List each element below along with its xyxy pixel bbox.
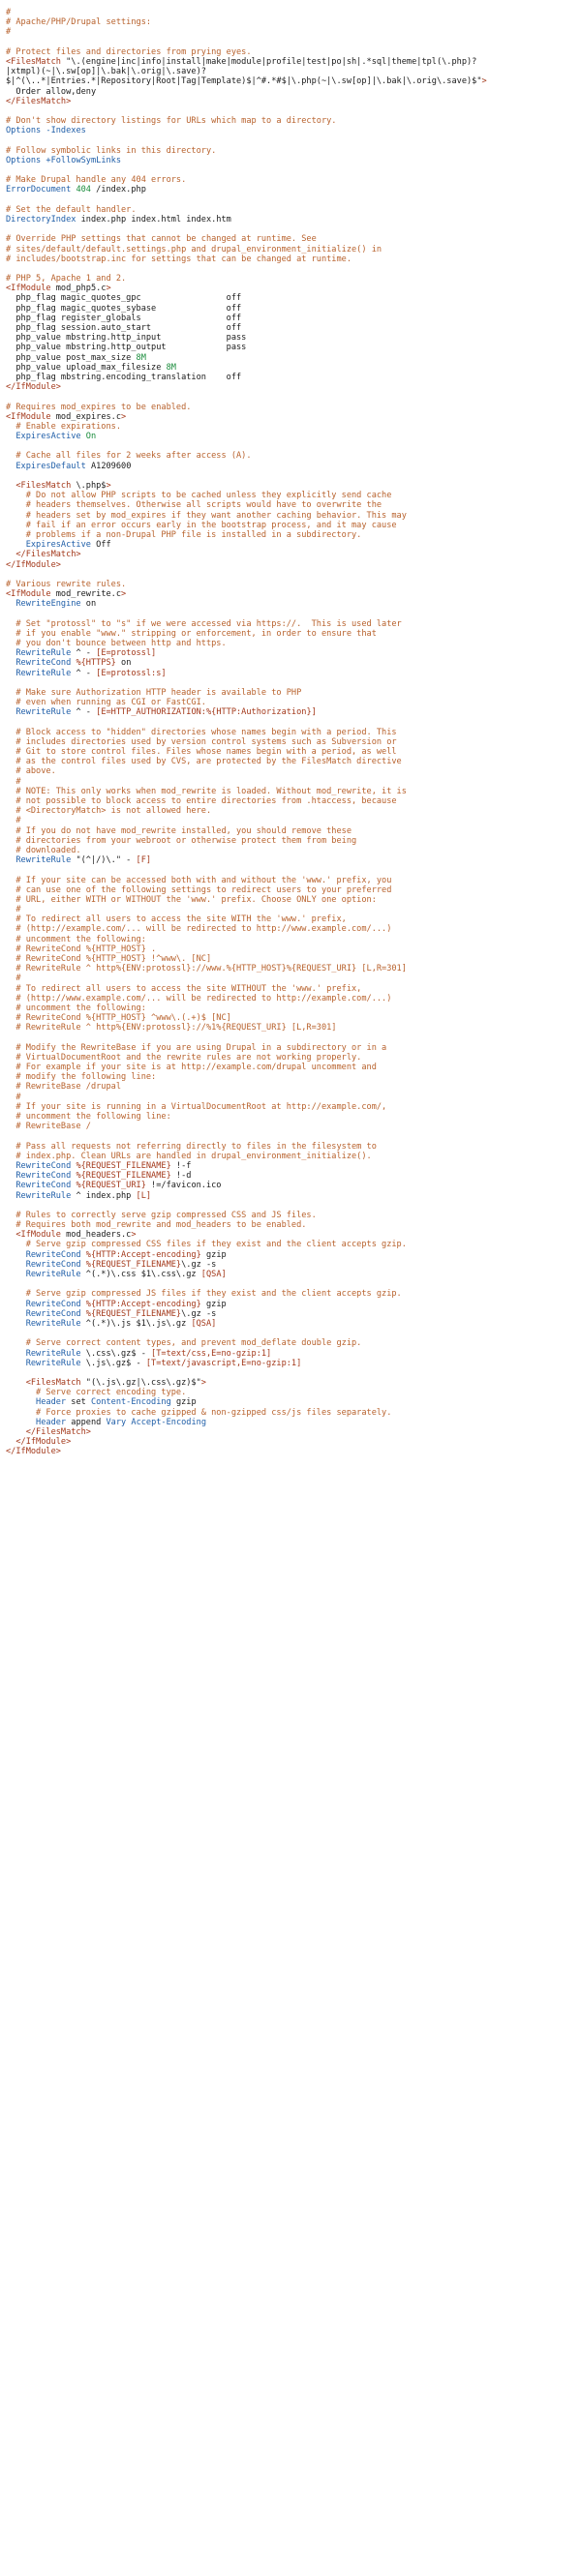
- blank-line: [6, 38, 581, 47]
- code-token: >: [481, 76, 487, 87]
- comment-line: # uncomment the following line:: [6, 1112, 171, 1122]
- code-token: [F]: [136, 855, 152, 866]
- code-line: [6, 382, 581, 392]
- code-token: RewriteRule: [6, 668, 72, 678]
- code-token: RewriteCond: [6, 1181, 72, 1191]
- code-token: >: [200, 1378, 206, 1389]
- code-line: [6, 412, 581, 422]
- code-token: [T=text/javascript,E=no-gzip:1]: [145, 1358, 302, 1368]
- comment-line: # index.php. Clean URLs are handled in drupal_environment_initialize().: [6, 1151, 372, 1161]
- code-token: DirectoryIndex: [6, 214, 76, 225]
- code-token: +FollowSymLinks: [46, 155, 122, 165]
- blank-line: [6, 165, 581, 175]
- comment-line: # as the control files used by CVS, are protected by the FilesMatch directive: [6, 757, 402, 767]
- comment-line: # Modify the RewriteBase if you are using Drupal in a subdirectory or in a: [6, 1042, 387, 1053]
- code-token: gzip: [200, 1299, 227, 1309]
- code-line: [6, 1270, 581, 1279]
- comment-line: # Override PHP settings that cannot be changed at runtime. See: [6, 234, 317, 245]
- code-token: %{HTTP:Accept-encoding}: [80, 1249, 201, 1260]
- code-line: [6, 540, 581, 550]
- code-line: [6, 215, 581, 225]
- blank-line: [6, 195, 581, 205]
- blank-line: [6, 264, 581, 274]
- comment-line: # you don't bounce between http and https.: [6, 639, 227, 648]
- blank-line: [6, 865, 581, 875]
- blank-line: [6, 392, 581, 402]
- code-token: \.gz -s: [181, 1308, 217, 1319]
- comment-line: # RewriteRule ^ http%{ENV:protossl}://%1%{REQUEST_URI} [L,R=301]: [6, 1023, 337, 1033]
- comment-line: # sites/default/default.settings.php and drupal_environment_initialize() in: [6, 244, 382, 255]
- code-token: ExpiresActive: [6, 540, 91, 551]
- blank-line: [6, 1329, 581, 1338]
- code-line: [6, 1250, 581, 1260]
- code-token: |xtmpl)(~|\.sw[op]|\.bak|\.orig|\.save)?: [6, 67, 206, 77]
- comment-line: # not possible to block access to entire directories from .htaccess, because: [6, 796, 397, 806]
- blank-line: [6, 570, 581, 580]
- code-token: RewriteCond: [6, 658, 72, 669]
- code-token: ^(.*)\.css $1\.css\.gz: [80, 1270, 201, 1279]
- comment-line: # Rules to correctly serve gzip compressed CSS and JS files.: [6, 1210, 317, 1220]
- code-line: [6, 314, 581, 323]
- code-token: %{REQUEST_FILENAME}: [80, 1308, 182, 1319]
- code-token: </FilesMatch>: [6, 1427, 91, 1437]
- comment-line: # Serve correct encoding type.: [6, 1388, 187, 1398]
- comment-line: # If your site is running in a VirtualDocumentRoot at http://example.com/,: [6, 1101, 387, 1112]
- code-token: "(^|/)\." -: [71, 855, 137, 866]
- comment-line: # Set the default handler.: [6, 204, 137, 215]
- comment-line: # <DirectoryMatch> is not allowed here.: [6, 806, 212, 817]
- blank-line: [6, 609, 581, 618]
- code-line: [6, 87, 581, 97]
- code-line: [6, 76, 581, 86]
- comment-line: # Do not allow PHP scripts to be cached unless they explicitly send cache: [6, 491, 392, 501]
- comment-line: # NOTE: This only works when mod_rewrite is loaded. Without mod_rewrite, it is: [6, 786, 407, 796]
- comment-line: #: [6, 8, 12, 17]
- comment-line: # Don't show directory listings for URLs which map to a directory.: [6, 116, 337, 127]
- code-token: [E=protossl:s]: [96, 668, 167, 678]
- code-line: [6, 648, 581, 658]
- code-token: 8M: [166, 362, 176, 373]
- code-token: php_value upload_max_filesize: [6, 362, 167, 373]
- code-token: \.php$: [71, 481, 107, 491]
- code-token: mod_expires.c: [50, 411, 122, 422]
- code-token: RewriteRule: [6, 1348, 81, 1359]
- code-token: [E=HTTP_AUTHORIZATION:%{HTTP:Authorization}]: [96, 707, 317, 718]
- code-token: php_flag mbstring.encoding_translation off: [6, 372, 242, 382]
- code-token: ^ -: [71, 668, 97, 678]
- code-token: %{HTTP:Accept-encoding}: [80, 1299, 201, 1309]
- blank-line: [6, 678, 581, 688]
- comment-line: # To redirect all users to access the site WITH the 'www.' prefix,: [6, 914, 347, 925]
- comment-line: # Follow symbolic links in this directory.: [6, 145, 217, 156]
- code-token: gzip: [200, 1249, 227, 1260]
- code-token: RewriteRule: [6, 707, 72, 718]
- comment-line: # RewriteRule ^ http%{ENV:protossl}://www.%{HTTP_HOST}%{REQUEST_URI} [L,R=301]: [6, 964, 407, 974]
- code-line: [6, 363, 581, 373]
- code-token: \.js\.gz$ -: [80, 1358, 146, 1368]
- code-token: </IfModule>: [6, 382, 61, 393]
- comment-line: # Enable expirations.: [6, 421, 121, 432]
- code-line: [6, 599, 581, 609]
- code-line: [6, 855, 581, 865]
- code-token: RewriteCond: [6, 1171, 72, 1182]
- code-token: <IfModule: [6, 589, 51, 600]
- code-token: mod_headers.c: [60, 1230, 132, 1241]
- code-line: [6, 156, 581, 165]
- code-line: [6, 1300, 581, 1309]
- code-token: !-f: [170, 1160, 192, 1171]
- comment-line: # Apache/PHP/Drupal settings:: [6, 17, 152, 28]
- code-token: set: [66, 1397, 91, 1408]
- code-line: [6, 658, 581, 668]
- code-token: 404: [76, 185, 91, 195]
- comment-line: # If you do not have mod_rewrite installed, you should remove these: [6, 825, 352, 836]
- code-token: /index.php: [90, 185, 146, 195]
- code-line: [6, 1447, 581, 1456]
- comment-line: # For example if your site is at http://example.com/drupal uncomment and: [6, 1063, 377, 1073]
- code-token: ExpiresDefault: [6, 461, 86, 471]
- code-line: [6, 1309, 581, 1319]
- comment-line: # RewriteCond %{HTTP_HOST} ^www\.(.+)$ [NC]: [6, 1013, 231, 1024]
- comment-line: # headers set by mod_expires if they want another caching behavior. This may: [6, 510, 407, 521]
- code-token: A1209600: [85, 461, 132, 471]
- code-line: [6, 1161, 581, 1171]
- code-token: %{HTTPS}: [71, 658, 116, 669]
- code-token: Header: [6, 1397, 67, 1408]
- code-token: ^(.*)\.js $1\.js\.gz: [80, 1318, 192, 1329]
- comment-line: #: [6, 816, 21, 826]
- blank-line: [6, 441, 581, 451]
- code-token: >: [121, 589, 127, 600]
- comment-line: # Block access to "hidden" directories whose names begin with a period. This: [6, 727, 397, 737]
- code-line: [6, 323, 581, 333]
- code-token: [QSA]: [200, 1270, 227, 1279]
- code-token: </IfModule>: [6, 1437, 72, 1448]
- code-token: Options: [6, 126, 46, 136]
- code-line: [6, 373, 581, 382]
- code-token: [QSA]: [191, 1318, 217, 1329]
- code-token: Options: [6, 155, 46, 165]
- code-line: [6, 304, 581, 314]
- code-token: index.php index.html index.htm: [76, 214, 231, 225]
- code-token: Order allow,deny: [6, 86, 97, 97]
- comment-line: # Requires mod_expires to be enabled.: [6, 402, 192, 412]
- blank-line: [6, 135, 581, 145]
- blank-line: [6, 225, 581, 234]
- code-token: Header: [6, 1417, 67, 1427]
- code-line: [6, 560, 581, 570]
- code-token: <IfModule: [6, 284, 51, 294]
- code-token: php_value post_max_size: [6, 352, 137, 363]
- code-token: append: [66, 1417, 107, 1427]
- comment-line: # If your site can be accessed both with and without the 'www.' prefix, you: [6, 875, 392, 885]
- code-token: </IfModule>: [6, 1447, 61, 1457]
- blank-line: [6, 471, 581, 481]
- code-token: php_flag magic_quotes_gpc off: [6, 293, 242, 304]
- code-line: [6, 1181, 581, 1190]
- comment-line: # RewriteBase /drupal: [6, 1082, 121, 1093]
- comment-line: #: [6, 1092, 21, 1102]
- code-token: </IfModule>: [6, 559, 61, 570]
- code-token: 8M: [136, 352, 146, 363]
- code-token: on: [80, 599, 97, 610]
- code-token: mod_rewrite.c: [50, 589, 122, 600]
- code-token: RewriteCond: [6, 1249, 81, 1260]
- blank-line: [6, 1279, 581, 1289]
- code-token: %{REQUEST_FILENAME}: [71, 1171, 171, 1182]
- code-token: Content-Encoding: [90, 1397, 171, 1408]
- code-token: on: [115, 658, 132, 669]
- comment-line: # (http://example.com/... will be redirected to http://www.example.com/...): [6, 924, 392, 935]
- code-line: [6, 589, 581, 599]
- code-token: >: [121, 411, 127, 422]
- code-token: %{REQUEST_FILENAME}: [80, 1259, 182, 1270]
- comment-line: #: [6, 905, 21, 915]
- comment-line: # RewriteCond %{HTTP_HOST} !^www\. [NC]: [6, 954, 212, 964]
- comment-line: # Pass all requests not referring directly to files in the filesystem to: [6, 1141, 377, 1152]
- comment-line: # if you enable "www." stripping or enforcement, in order to ensure that: [6, 628, 377, 639]
- code-token: RewriteCond: [6, 1259, 81, 1270]
- comment-line: # RewriteCond %{HTTP_HOST} .: [6, 944, 157, 954]
- code-token: >: [131, 1230, 137, 1241]
- comment-line: #: [6, 776, 21, 787]
- code-token: RewriteCond: [6, 1160, 72, 1171]
- code-token: php_flag magic_quotes_sybase off: [6, 303, 242, 314]
- code-token: </FilesMatch>: [6, 96, 72, 106]
- code-token: [L]: [136, 1190, 152, 1201]
- code-token: !=/favicon.ico: [145, 1181, 222, 1191]
- code-token: php_flag session.auto_start off: [6, 323, 242, 333]
- code-line: [6, 462, 581, 471]
- code-line: [6, 432, 581, 441]
- code-token: mod_php5.c: [50, 284, 107, 294]
- comment-line: # Make Drupal handle any 404 errors.: [6, 175, 187, 186]
- code-line: [6, 1230, 581, 1240]
- comment-line: # uncomment the following:: [6, 1003, 146, 1013]
- code-token: >: [106, 284, 111, 294]
- code-line: [6, 669, 581, 678]
- code-line: [6, 1191, 581, 1201]
- code-token: php_flag register_globals off: [6, 313, 242, 323]
- code-token: RewriteEngine: [6, 599, 81, 610]
- blank-line: [6, 1201, 581, 1211]
- code-token: >: [106, 481, 111, 491]
- code-line: [6, 1397, 581, 1407]
- code-token: Vary: [106, 1417, 127, 1427]
- code-token: -Indexes: [46, 126, 86, 136]
- code-line: [6, 1349, 581, 1359]
- code-token: RewriteCond: [6, 1299, 81, 1309]
- code-token: ErrorDocument: [6, 185, 76, 195]
- code-line: [6, 284, 581, 293]
- blank-line: [6, 1368, 581, 1378]
- code-token: [T=text/css,E=no-gzip:1]: [151, 1348, 272, 1359]
- code-token: RewriteCond: [6, 1308, 81, 1319]
- comment-line: # downloaded.: [6, 845, 81, 855]
- comment-line: # Git to store control files. Files whose names begin with a period, as well: [6, 747, 397, 758]
- code-token: </FilesMatch>: [6, 550, 81, 560]
- code-token: RewriteRule: [6, 1358, 81, 1368]
- code-token: <IfModule: [6, 411, 51, 422]
- comment-line: # problems if a non-Drupal PHP file is installed in a subdirectory.: [6, 529, 362, 540]
- code-line: [6, 126, 581, 135]
- comment-line: # even when running as CGI or FastCGI.: [6, 698, 206, 708]
- code-token: ^ index.php: [71, 1190, 137, 1201]
- code-token: gzip: [170, 1397, 197, 1408]
- code-line: [6, 1418, 581, 1427]
- code-line: [6, 57, 581, 67]
- code-token: RewriteRule: [6, 1318, 81, 1329]
- comment-line: # Serve gzip compressed JS files if they exist and the client accepts gzip.: [6, 1289, 402, 1300]
- comment-line: #: [6, 973, 21, 984]
- comment-line: # headers themselves. Otherwise all scripts would have to overwrite the: [6, 500, 382, 511]
- comment-line: # RewriteBase /: [6, 1122, 91, 1132]
- code-line: [6, 1260, 581, 1270]
- code-line: [6, 1319, 581, 1329]
- comment-line: # includes directories used by version control systems such as Subversion or: [6, 736, 397, 747]
- comment-line: # can use one of the following settings to redirect users to your preferred: [6, 884, 392, 895]
- code-token: php_value mbstring.http_input pass: [6, 333, 247, 344]
- comment-line: # Make sure Authorization HTTP header is available to PHP: [6, 687, 302, 698]
- comment-line: # above.: [6, 766, 56, 777]
- comment-line: # includes/bootstrap.inc for settings that can be changed at runtime.: [6, 254, 352, 264]
- code-token: %{REQUEST_URI}: [71, 1181, 146, 1191]
- code-line: [6, 67, 581, 76]
- code-token: php_value mbstring.http_output pass: [6, 343, 247, 353]
- code-token: ^ -: [71, 707, 97, 718]
- comment-line: # directories from your webroot or otherwise protect them from being: [6, 835, 357, 846]
- code-line: [6, 481, 581, 491]
- comment-line: # Set "protossl" to "s" if we were accessed via https://. This is used later: [6, 618, 402, 629]
- code-token: RewriteRule: [6, 648, 72, 659]
- comment-line: # Force proxies to cache gzipped & non-gzipped css/js files separately.: [6, 1407, 392, 1418]
- code-line: [6, 1437, 581, 1447]
- code-token: On: [80, 432, 97, 442]
- blank-line: [6, 718, 581, 728]
- comment-line: # Protect files and directories from prying eyes.: [6, 46, 252, 57]
- code-token: [E=protossl]: [96, 648, 157, 659]
- code-token: <FilesMatch: [6, 56, 67, 67]
- blank-line: [6, 106, 581, 116]
- code-token: RewriteRule: [6, 855, 72, 866]
- code-line: [6, 333, 581, 343]
- blank-line: [6, 1131, 581, 1141]
- code-token: <FilesMatch: [6, 1378, 81, 1389]
- code-line: [6, 707, 581, 717]
- code-line: [6, 293, 581, 303]
- comment-line: # (http://www.example.com/... will be redirected to http://example.com/...): [6, 993, 392, 1003]
- code-line: [6, 97, 581, 106]
- code-token: RewriteRule: [6, 1270, 81, 1279]
- comment-line: # To redirect all users to access the site WITHOUT the 'www.' prefix,: [6, 983, 362, 994]
- code-line: [6, 1378, 581, 1388]
- code-line: [6, 1427, 581, 1437]
- comment-line: # Serve gzip compressed CSS files if they exist and the client accepts gzip.: [6, 1240, 407, 1250]
- code-line: [6, 1171, 581, 1181]
- code-token: <FilesMatch: [6, 481, 72, 491]
- code-token: Off: [90, 540, 111, 551]
- comment-line: # PHP 5, Apache 1 and 2.: [6, 274, 127, 285]
- code-line: [6, 353, 581, 363]
- comment-line: # Various rewrite rules.: [6, 579, 127, 589]
- code-token: \.gz -s: [181, 1259, 217, 1270]
- code-token: "\.(engine|inc|info|install|make|module|profile|test|po|sh|.*sql|theme|tpl(\.php)?: [66, 56, 477, 67]
- comment-line: #: [6, 27, 12, 38]
- code-token: !-d: [170, 1171, 192, 1182]
- blank-line: [6, 1033, 581, 1043]
- code-line: [6, 550, 581, 559]
- comment-line: # fail if an error occurs early in the bootstrap process, and it may cause: [6, 520, 397, 530]
- comment-line: # URL, either WITH or WITHOUT the 'www.' prefix. Choose ONLY one option:: [6, 894, 377, 905]
- code-token: RewriteRule: [6, 1190, 72, 1201]
- code-line: [6, 185, 581, 195]
- comment-line: # VirtualDocumentRoot and the rewrite rules are not working properly.: [6, 1052, 362, 1063]
- comment-line: # modify the following line:: [6, 1072, 157, 1083]
- code-line: [6, 1359, 581, 1368]
- comment-line: # Requires both mod_rewrite and mod_headers to be enabled.: [6, 1220, 307, 1231]
- code-token: %{REQUEST_FILENAME}: [71, 1160, 171, 1171]
- code-token: $|^(\..*|Entries.*|Repository|Root|Tag|Template)$|^#.*#$|\.php(~|\.sw[op]|\.bak|\.orig\.save)$": [6, 76, 482, 87]
- code-token: \.css\.gz$ -: [80, 1348, 152, 1359]
- code-token: Accept-Encoding: [131, 1417, 206, 1427]
- code-token: "(\.js\.gz|\.css\.gz)$": [80, 1378, 201, 1389]
- code-token: <IfModule: [6, 1230, 61, 1241]
- code-token: ExpiresActive: [6, 432, 81, 442]
- code-token: ^ -: [71, 648, 97, 659]
- comment-line: # Serve correct content types, and prevent mod_deflate double gzip.: [6, 1338, 362, 1349]
- code-line: [6, 343, 581, 352]
- comment-line: # Cache all files for 2 weeks after access (A).: [6, 451, 252, 462]
- comment-line: # uncomment the following:: [6, 934, 146, 944]
